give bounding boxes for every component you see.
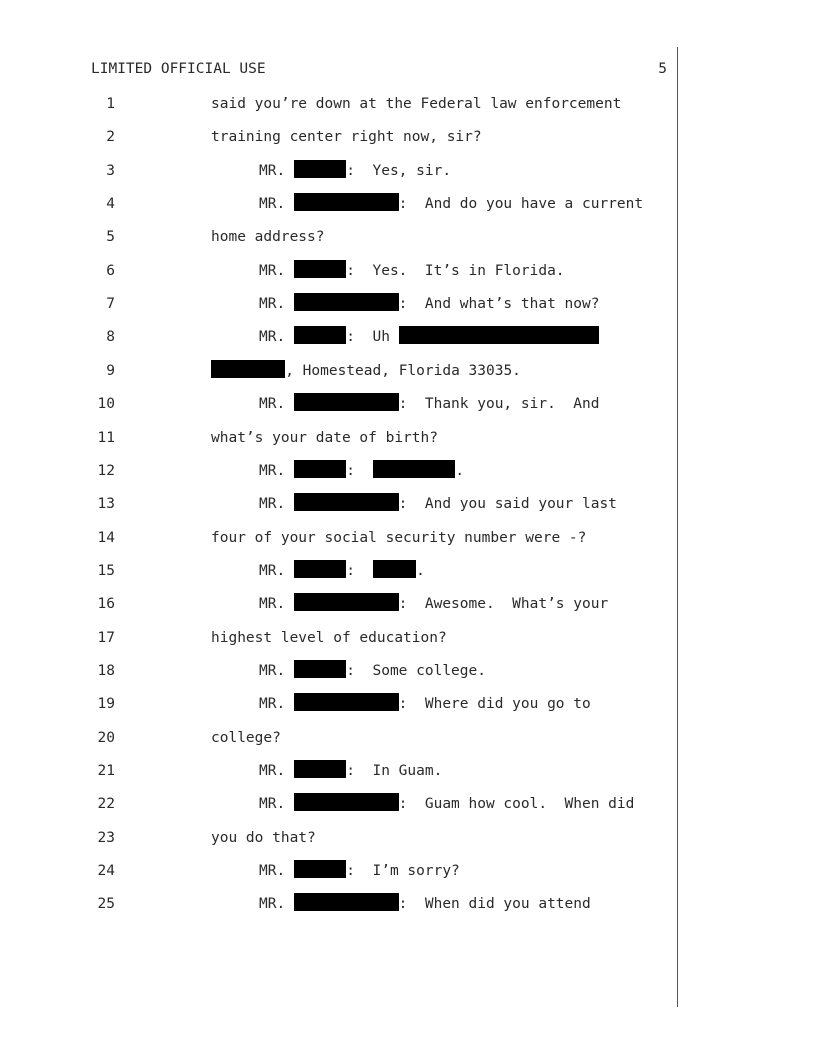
line-text bbox=[259, 792, 634, 816]
redaction-block bbox=[373, 560, 417, 578]
line-text bbox=[259, 559, 425, 583]
redaction-block bbox=[294, 293, 399, 311]
line-number: 25 bbox=[97, 896, 115, 913]
line-text bbox=[259, 459, 464, 483]
line-number: 16 bbox=[97, 596, 115, 613]
line-number: 4 bbox=[106, 196, 115, 213]
text-segment: MR. bbox=[259, 162, 294, 179]
transcript-line bbox=[0, 659, 676, 683]
line-text bbox=[259, 592, 608, 616]
transcript-line bbox=[0, 526, 676, 550]
text-segment: : Some college. bbox=[346, 662, 486, 679]
text-segment: MR. bbox=[259, 896, 294, 913]
text-segment: home address? bbox=[211, 229, 325, 246]
transcript-line bbox=[0, 192, 676, 216]
line-number: 18 bbox=[97, 662, 115, 679]
line-number: 22 bbox=[97, 796, 115, 813]
line-text bbox=[259, 292, 599, 316]
transcript-line bbox=[0, 626, 676, 650]
line-text bbox=[259, 159, 451, 183]
redaction-block bbox=[294, 160, 346, 178]
transcript-line bbox=[0, 792, 676, 816]
text-segment: : I’m sorry? bbox=[346, 863, 460, 880]
text-segment: : When did you attend bbox=[398, 896, 591, 913]
transcript-line bbox=[0, 492, 676, 516]
line-number: 23 bbox=[97, 829, 115, 846]
text-segment: , Homestead, Florida 33035. bbox=[285, 362, 521, 379]
line-number: 1 bbox=[106, 96, 115, 112]
text-segment: : bbox=[346, 562, 373, 579]
redaction-block bbox=[294, 760, 346, 778]
text-segment: college? bbox=[211, 729, 281, 746]
redaction-block bbox=[294, 793, 399, 811]
line-text bbox=[211, 426, 438, 450]
text-segment: . bbox=[416, 562, 425, 579]
line-text bbox=[259, 692, 591, 716]
text-segment: : And what’s that now? bbox=[398, 296, 600, 313]
text-segment: you do that? bbox=[211, 829, 316, 846]
text-segment: MR. bbox=[259, 496, 294, 513]
text-segment: what’s your date of birth? bbox=[211, 429, 438, 446]
line-text bbox=[259, 325, 599, 349]
transcript-line bbox=[0, 426, 676, 450]
line-text bbox=[211, 125, 482, 149]
line-text bbox=[259, 392, 599, 416]
line-text bbox=[211, 92, 621, 116]
transcript-line bbox=[0, 159, 676, 183]
redaction-block bbox=[294, 393, 399, 411]
transcript-line bbox=[0, 259, 676, 283]
line-text bbox=[259, 492, 617, 516]
text-segment: : In Guam. bbox=[346, 763, 443, 779]
line-text bbox=[259, 859, 460, 883]
line-number: 11 bbox=[97, 429, 115, 446]
line-number: 6 bbox=[106, 262, 115, 279]
transcript-line bbox=[0, 392, 676, 416]
line-number: 15 bbox=[97, 562, 115, 579]
line-number: 7 bbox=[106, 296, 115, 313]
line-text bbox=[211, 526, 586, 550]
text-segment: MR. bbox=[259, 562, 294, 579]
redaction-block bbox=[294, 326, 346, 344]
text-segment: : And do you have a current bbox=[398, 196, 644, 213]
line-number: 17 bbox=[97, 629, 115, 646]
transcript-line bbox=[0, 92, 676, 116]
redaction-block bbox=[294, 493, 399, 511]
text-segment: MR. bbox=[259, 662, 294, 679]
text-segment: MR. bbox=[259, 863, 294, 880]
text-segment: highest level of education? bbox=[211, 629, 447, 646]
line-text bbox=[259, 259, 565, 283]
line-number: 10 bbox=[97, 396, 115, 413]
transcript-line bbox=[0, 292, 676, 316]
redaction-block bbox=[294, 193, 399, 211]
transcript-line bbox=[0, 225, 676, 249]
text-segment: MR. bbox=[259, 596, 294, 613]
line-number: 8 bbox=[106, 329, 115, 346]
text-segment: MR. bbox=[259, 329, 294, 346]
transcript-line bbox=[0, 759, 676, 783]
redaction-block bbox=[294, 860, 346, 878]
line-number: 9 bbox=[106, 362, 115, 379]
line-number: 19 bbox=[97, 696, 115, 713]
text-segment: MR. bbox=[259, 296, 294, 313]
line-number: 21 bbox=[97, 763, 115, 779]
line-number: 5 bbox=[106, 229, 115, 246]
text-segment: MR. bbox=[259, 262, 294, 279]
redaction-block bbox=[294, 893, 399, 911]
transcript-line bbox=[0, 692, 676, 716]
line-text bbox=[259, 759, 442, 783]
text-segment: . bbox=[455, 462, 465, 479]
text-segment: MR. bbox=[259, 462, 294, 479]
redaction-block bbox=[399, 326, 600, 344]
line-number: 3 bbox=[106, 162, 115, 179]
text-segment: training center right now, sir? bbox=[211, 129, 482, 146]
redaction-block bbox=[294, 260, 346, 278]
transcript-line bbox=[0, 592, 676, 616]
line-text bbox=[211, 225, 325, 249]
page-number: 5 bbox=[658, 61, 667, 77]
redaction-block bbox=[294, 593, 399, 611]
text-segment: : Guam how cool. When did bbox=[398, 796, 635, 813]
text-segment: four of your social security number were -? bbox=[211, 529, 587, 546]
text-segment: MR. bbox=[259, 396, 294, 413]
transcript-line bbox=[0, 859, 676, 883]
text-segment: : Where did you go to bbox=[398, 696, 591, 713]
transcript-line bbox=[0, 892, 676, 916]
line-number: 20 bbox=[97, 729, 115, 746]
transcript-line bbox=[0, 125, 676, 149]
line-number: 2 bbox=[106, 129, 115, 146]
redaction-block bbox=[294, 560, 346, 578]
text-segment: MR. bbox=[259, 196, 294, 213]
line-text bbox=[211, 359, 521, 383]
line-text bbox=[211, 726, 281, 750]
transcript-line bbox=[0, 726, 676, 750]
redaction-block bbox=[294, 660, 346, 678]
line-text bbox=[259, 659, 486, 683]
text-segment: : Yes. It’s in Florida. bbox=[346, 262, 565, 279]
line-number: 14 bbox=[97, 529, 115, 546]
line-number: 24 bbox=[97, 863, 115, 880]
text-segment: : Awesome. What’s your bbox=[398, 596, 609, 613]
line-text bbox=[259, 192, 643, 216]
text-segment: : bbox=[346, 462, 373, 479]
right-margin-rule bbox=[677, 47, 678, 1007]
text-segment: said you’re down at the Federal law enforcement bbox=[211, 96, 622, 112]
line-number: 13 bbox=[97, 496, 115, 513]
text-segment: MR. bbox=[259, 763, 294, 779]
line-text bbox=[211, 826, 316, 850]
transcript-line bbox=[0, 826, 676, 850]
transcript-line bbox=[0, 359, 676, 383]
classification-header: LIMITED OFFICIAL USE bbox=[91, 61, 266, 77]
redaction-block bbox=[294, 460, 346, 478]
text-segment: MR. bbox=[259, 696, 294, 713]
transcript-line bbox=[0, 559, 676, 583]
redaction-block bbox=[294, 693, 399, 711]
text-segment: : And you said your last bbox=[398, 496, 617, 513]
line-text bbox=[211, 626, 447, 650]
text-segment: : Yes, sir. bbox=[346, 162, 452, 179]
transcript-line bbox=[0, 459, 676, 483]
redaction-block bbox=[373, 460, 456, 478]
line-number: 12 bbox=[97, 462, 115, 479]
line-text bbox=[259, 892, 591, 916]
text-segment: : Uh bbox=[346, 329, 399, 346]
text-segment: : Thank you, sir. And bbox=[398, 396, 600, 413]
transcript-line bbox=[0, 325, 676, 349]
redaction-block bbox=[211, 360, 285, 378]
text-segment: MR. bbox=[259, 796, 294, 813]
